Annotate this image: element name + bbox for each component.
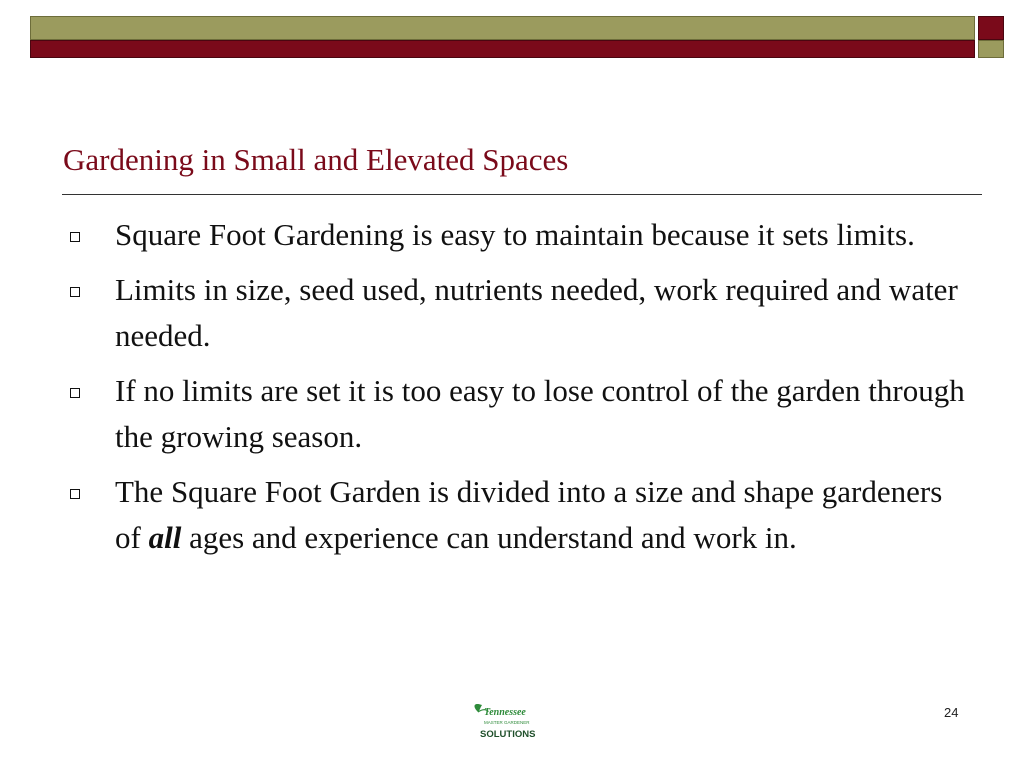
slide-number: 24: [944, 705, 959, 720]
bullet-item: [60, 267, 970, 359]
bullet-item: [60, 212, 970, 258]
logo-line-1: Tennessee: [484, 707, 526, 718]
hollow-square-bullet-icon: [70, 232, 80, 242]
hollow-square-bullet-icon: [70, 388, 80, 398]
bullet-text: The Square Foot Garden is divided into a size and shape gardeners of: [115, 474, 943, 555]
bullet-emphasis: all: [148, 520, 182, 555]
tennessee-master-gardener-logo: [468, 702, 538, 742]
header-corner-maroon: [978, 16, 1004, 40]
hollow-square-bullet-icon: [70, 489, 80, 499]
header-corner-olive: [978, 40, 1004, 58]
logo-line-2: MASTER GARDENER: [484, 720, 530, 725]
bullet-text: If no limits are set it is too easy to lose control of the garden through the growing season.: [115, 373, 965, 454]
bullet-text: Limits in size, seed used, nutrients needed, work required and water needed.: [115, 272, 958, 353]
header-band-maroon: [30, 40, 975, 58]
slide-title: Gardening in Small and Elevated Spaces: [63, 142, 569, 177]
header-band-olive: [30, 16, 975, 40]
hollow-square-bullet-icon: [70, 287, 80, 297]
bullet-text: Square Foot Gardening is easy to maintain because it sets limits.: [115, 217, 915, 252]
bullet-item: [60, 368, 970, 460]
bullet-text: ages and experience can understand and work in.: [181, 520, 797, 555]
logo-line-3: SOLUTIONS: [480, 729, 536, 740]
title-divider: [62, 194, 982, 195]
bullet-item: [60, 469, 970, 561]
bullet-list: [60, 212, 970, 570]
